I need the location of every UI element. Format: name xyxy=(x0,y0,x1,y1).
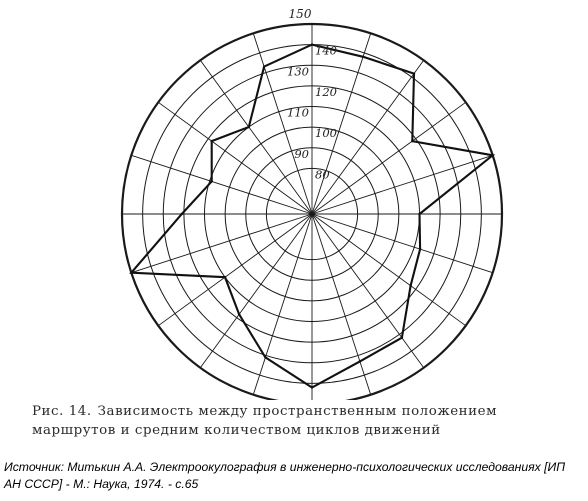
grid-spoke xyxy=(312,214,493,273)
ring-label: 100 xyxy=(315,126,337,141)
ring-label: 80 xyxy=(315,167,330,182)
data-point xyxy=(362,56,364,58)
grid-spoke xyxy=(200,214,312,368)
grid-spoke xyxy=(312,214,466,326)
data-point xyxy=(264,356,266,358)
ring-label: 120 xyxy=(315,84,337,99)
data-point xyxy=(311,43,313,45)
ring-label: 140 xyxy=(315,43,337,58)
data-point xyxy=(130,272,132,274)
data-point xyxy=(401,336,403,338)
data-point xyxy=(211,180,213,182)
ring-label: 150 xyxy=(288,7,312,21)
ring-label: 90 xyxy=(294,146,309,161)
grid-spoke xyxy=(131,214,312,273)
data-point xyxy=(413,72,415,74)
grid-spoke xyxy=(312,214,371,395)
grid-spoke xyxy=(312,155,493,214)
grid-spoke xyxy=(158,214,312,326)
grid-spoke xyxy=(312,33,371,214)
data-point xyxy=(492,154,494,156)
data-point xyxy=(411,140,413,142)
data-point xyxy=(238,313,240,315)
data-point xyxy=(419,248,421,250)
caption-text: Зависимость между пространственным положением маршрутов и средним количеством циклов движений xyxy=(32,404,498,438)
polar-grid xyxy=(122,24,502,400)
ring-label: 110 xyxy=(287,105,309,120)
grid-spoke xyxy=(200,60,312,214)
data-point xyxy=(359,360,361,362)
data-point xyxy=(248,126,250,128)
caption-figure-number: Рис. 14. xyxy=(32,404,92,419)
data-point xyxy=(409,284,411,286)
grid-spoke xyxy=(312,214,424,368)
data-point xyxy=(224,276,226,278)
source-citation: Источник: Митькин А.А. Электроокулография в инженерно-психологических исследованиях [ИП АН СССР] - М.: Наука, 1974. - с.65 xyxy=(4,460,566,491)
data-point xyxy=(181,213,183,215)
data-point xyxy=(418,213,420,215)
figure-caption xyxy=(32,402,572,440)
ring-label: 130 xyxy=(287,64,309,79)
data-point xyxy=(210,140,212,142)
grid-spoke xyxy=(312,102,466,214)
data-point xyxy=(311,386,313,388)
grid-spoke xyxy=(253,33,312,214)
data-point xyxy=(263,65,265,67)
grid-spoke xyxy=(131,155,312,214)
